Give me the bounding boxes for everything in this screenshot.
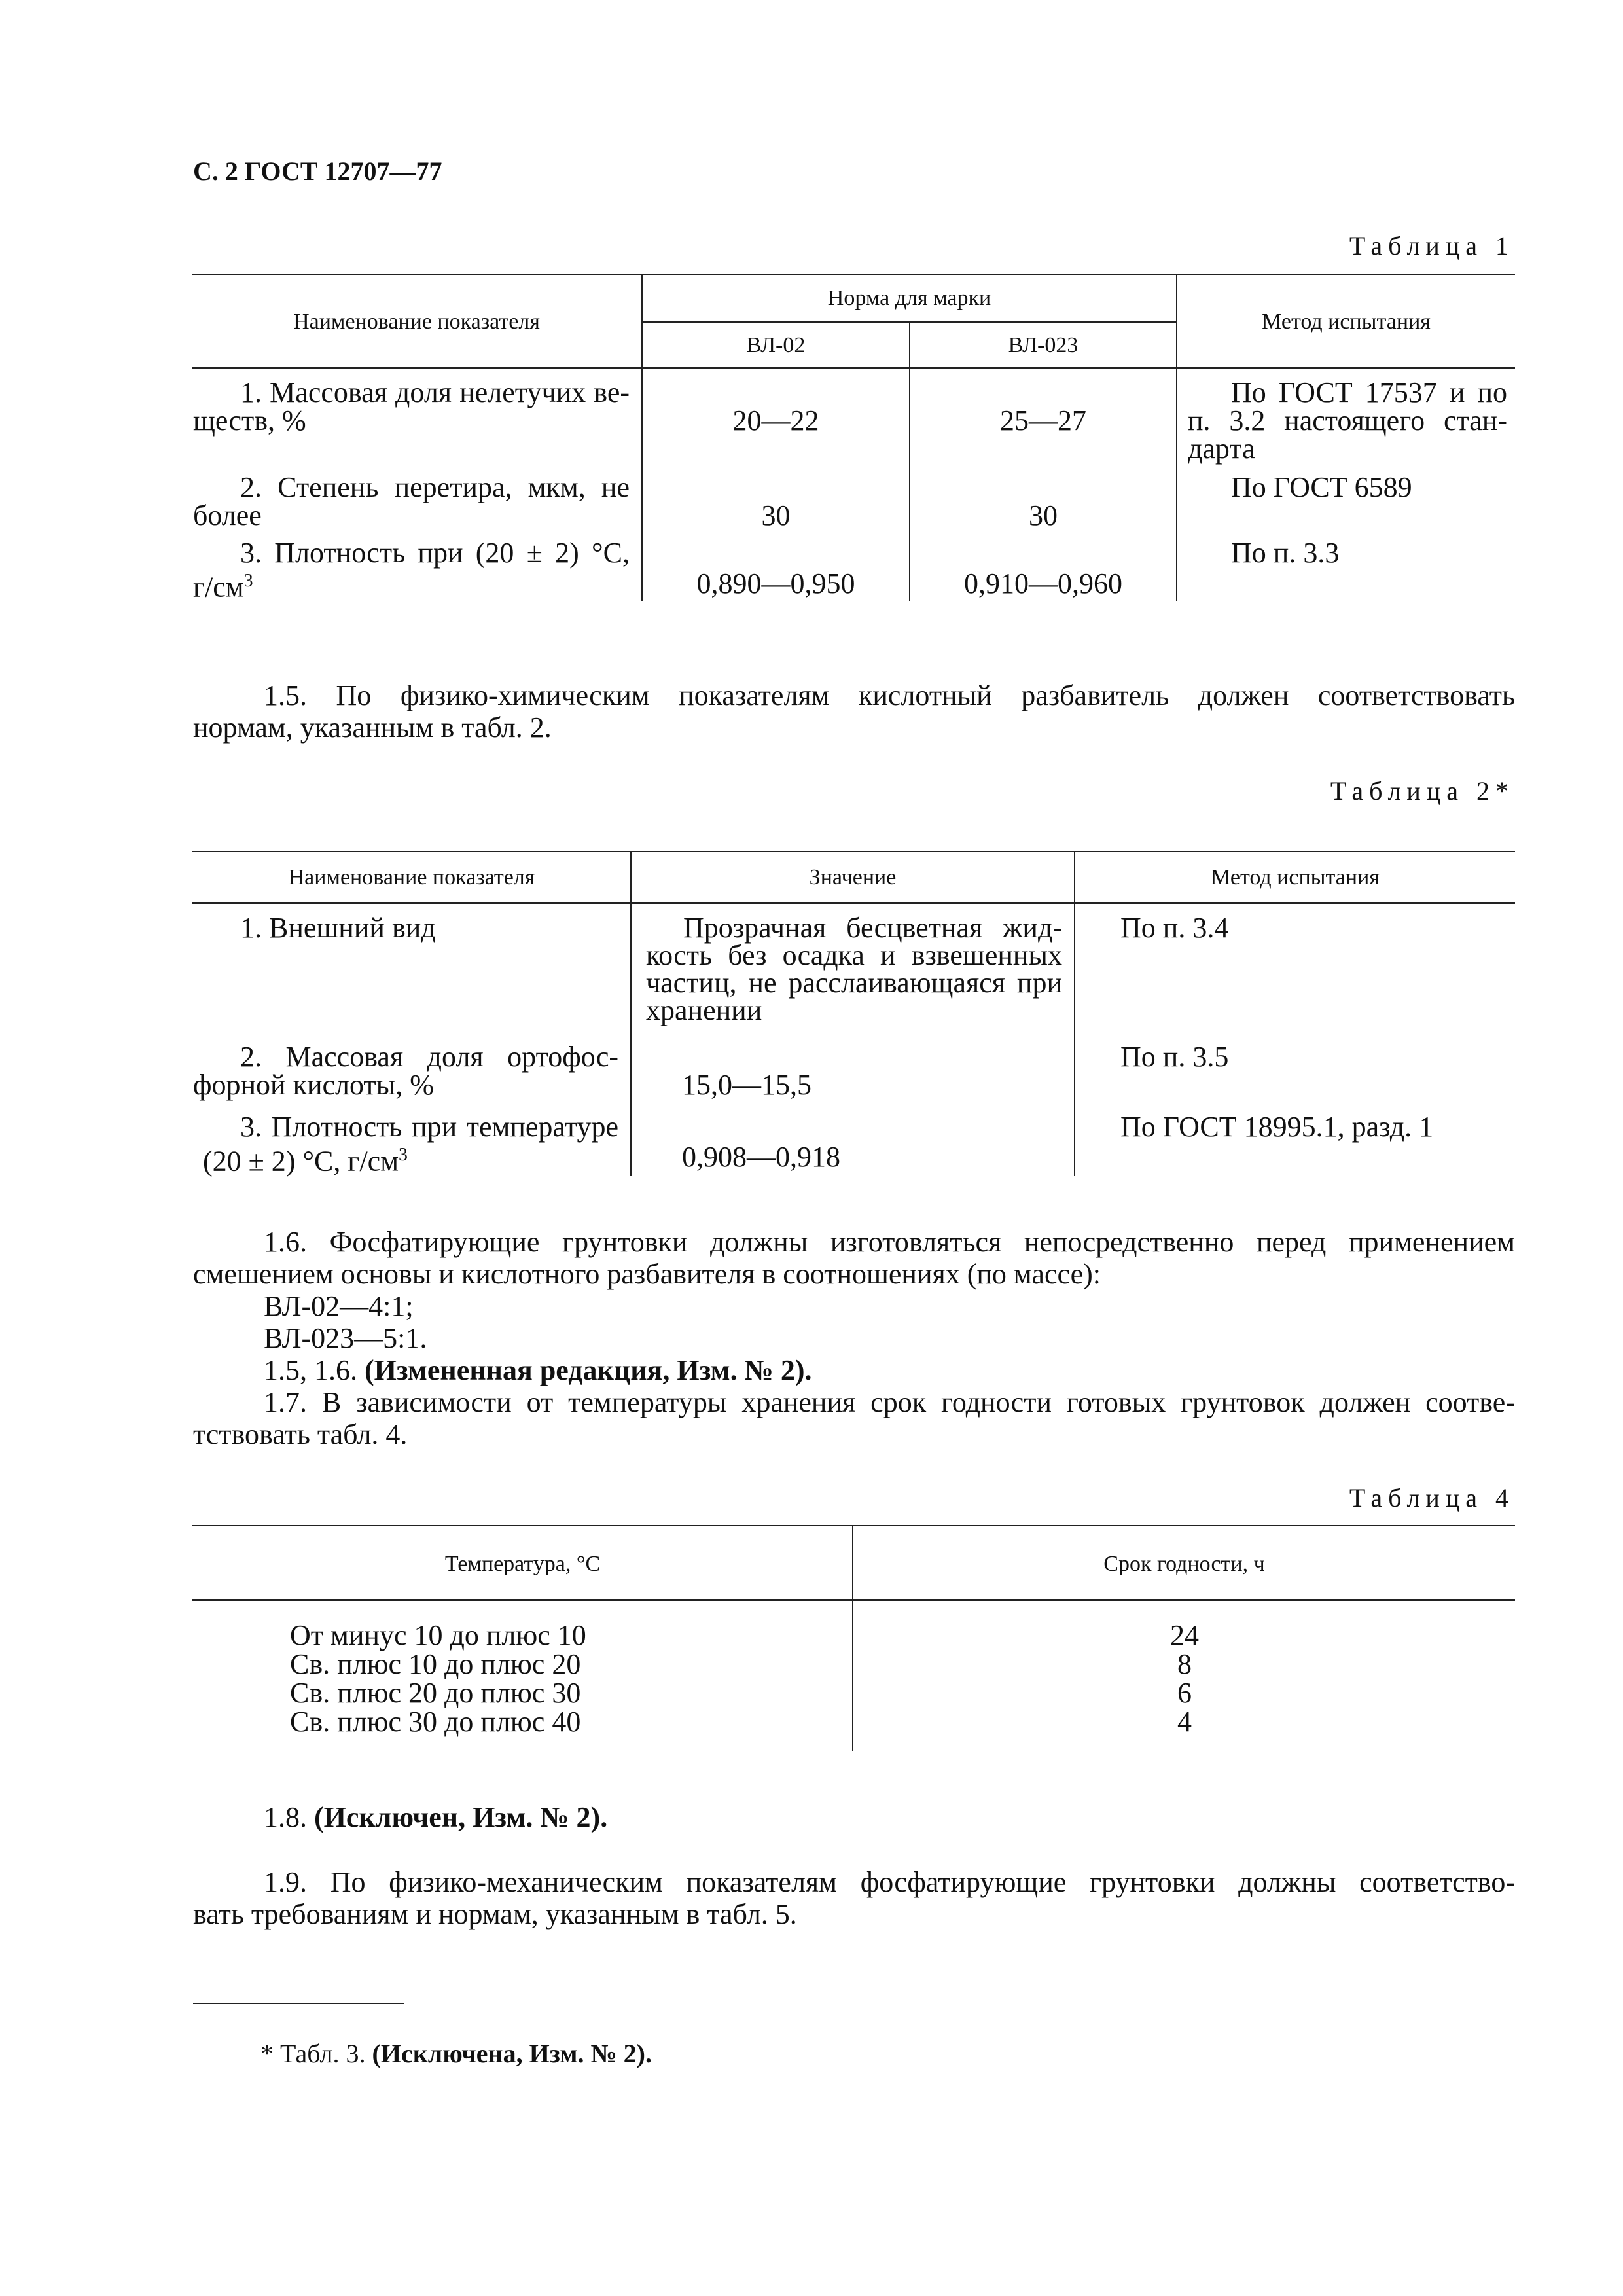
paragraph-1-6-line5 — [264, 1354, 812, 1386]
table2-row1-value-line3: частиц, не расслаивающаяся при — [646, 967, 1062, 999]
table4-row2-temp: Св. плюс 10 до плюс 20 — [290, 1648, 581, 1680]
table2-row3-name-line1: 3. Плотность при температуре — [240, 1111, 618, 1143]
table4-row3-temp: Св. плюс 20 до плюс 30 — [290, 1677, 581, 1709]
table1-row3-unit: г/см — [193, 571, 244, 603]
table1-row2-vl02: 30 — [761, 499, 791, 531]
table1-header-rule — [192, 367, 1515, 369]
table2-row1-method: По п. 3.4 — [1120, 912, 1229, 944]
table4-caption: Таблица 4 — [1349, 1483, 1514, 1513]
table1-row1-method-line2: п. 3.2 настоящего стан- — [1188, 404, 1507, 437]
table1-row2-name-line1: 2. Степень перетира, мкм, не — [240, 471, 630, 503]
footnote-ref: * Табл. 3. — [260, 2039, 372, 2068]
paragraph-1-6-line1: 1.6. Фосфатирующие грунтовки должны изготовляться непосредственно перед применением — [264, 1226, 1515, 1258]
paragraph-1-8-note: (Исключен, Изм. № 2). — [314, 1801, 608, 1833]
table1-row1-method-line3: дарта — [1188, 433, 1255, 465]
table2-row1-value-line2: кость без осадка и взвешенных — [646, 939, 1062, 971]
table2-header-name: Наименование показателя — [288, 865, 535, 889]
table4-row4-term: 4 — [1177, 1706, 1192, 1738]
table1-caption: Таблица 1 — [1349, 231, 1514, 260]
table2-top-rule — [192, 851, 1515, 852]
amendment-note: (Измененная редакция, Изм. № 2). — [365, 1354, 812, 1386]
table2-row3-method: По ГОСТ 18995.1, разд. 1 — [1120, 1111, 1434, 1143]
table1-vline-1 — [641, 274, 643, 601]
table1-row3-name-line2 — [193, 567, 253, 601]
table2-row3-unit-sup: 3 — [399, 1145, 408, 1165]
table1-row3-method: По п. 3.3 — [1231, 537, 1340, 569]
paragraph-1-5-line1: 1.5. По физико-химическим показателям кислотный разбавитель должен соответствовать — [264, 679, 1515, 711]
table4-row3-term: 6 — [1177, 1677, 1192, 1709]
table4-top-rule — [192, 1525, 1515, 1526]
paragraph-1-7-line1: 1.7. В зависимости от температуры хранения срок годности готовых грунтовок должен соотве- — [264, 1386, 1515, 1418]
footnote-note: (Исключена, Изм. № 2). — [372, 2039, 652, 2068]
table1-row1-name-line2: ществ, % — [193, 404, 306, 437]
table1-row1-method-line1: По ГОСТ 17537 и по — [1231, 376, 1507, 408]
table1-row2-vl023: 30 — [1029, 499, 1058, 531]
table2-header-value: Значение — [809, 865, 897, 889]
footnote — [260, 2037, 652, 2070]
table2-row3-value: 0,908—0,918 — [682, 1141, 840, 1173]
page-header: С. 2 ГОСТ 12707—77 — [193, 156, 442, 186]
table4-header-term: Срок годности, ч — [1103, 1552, 1265, 1576]
table2-row3-unit: (20 ± 2) °С, г/см — [203, 1145, 399, 1177]
table2-vline-1 — [630, 851, 632, 1176]
table1-row3-unit-sup: 3 — [243, 571, 253, 591]
table1-row2-name-line2: более — [193, 499, 262, 531]
table4-row2-term: 8 — [1177, 1648, 1192, 1680]
table1-header-norm: Норма для марки — [827, 286, 991, 310]
table1-row3-vl02: 0,890—0,950 — [696, 567, 855, 600]
table1-header-vl023: ВЛ-023 — [1008, 333, 1079, 357]
table1-row3-name-line1: 3. Плотность при (20 ± 2) °С, — [240, 537, 630, 569]
table1-row1-vl02: 20—22 — [732, 404, 819, 437]
table4-row4-temp: Св. плюс 30 до плюс 40 — [290, 1706, 581, 1738]
table4-header-rule — [192, 1599, 1515, 1601]
table2-vline-2 — [1074, 851, 1075, 1176]
table4-row1-temp: От минус 10 до плюс 10 — [290, 1619, 586, 1651]
table1-row1-name-line1: 1. Массовая доля нелетучих ве- — [240, 376, 630, 408]
paragraph-1-6-line4: ВЛ-023—5:1. — [264, 1322, 427, 1354]
table1-top-rule — [192, 274, 1515, 275]
amendment-ref: 1.5, 1.6. — [264, 1354, 365, 1386]
table4-header-temp: Температура, °С — [444, 1552, 601, 1576]
footnote-rule — [193, 2003, 404, 2004]
paragraph-1-8-number: 1.8. — [264, 1801, 314, 1833]
paragraph-1-6-line3: ВЛ-02—4:1; — [264, 1290, 414, 1322]
table2-row2-value: 15,0—15,5 — [682, 1069, 812, 1101]
table2-row2-method: По п. 3.5 — [1120, 1041, 1229, 1073]
table2-caption: Таблица 2* — [1330, 776, 1514, 806]
table2-header-rule — [192, 902, 1515, 904]
table2-row2-name-line2: форной кислоты, % — [193, 1069, 434, 1101]
table4-row1-term: 24 — [1170, 1619, 1199, 1651]
table2-row1-value-line1: Прозрачная бесцветная жид- — [683, 912, 1062, 944]
paragraph-1-9-line2: вать требованиям и нормам, указанным в табл. 5. — [193, 1898, 797, 1930]
paragraph-1-9-line1: 1.9. По физико-механическим показателям фосфатирующие грунтовки должны соответство- — [264, 1866, 1515, 1898]
table2-row1-value-line4: хранении — [646, 994, 762, 1026]
table1-row3-vl023: 0,910—0,960 — [964, 567, 1122, 600]
table2-row1-name: 1. Внешний вид — [240, 912, 436, 944]
paragraph-1-6-line2: смешением основы и кислотного разбавителя в соотношениях (по массе): — [193, 1258, 1101, 1290]
table2-header-method: Метод испытания — [1211, 865, 1380, 889]
table1-row1-vl023: 25—27 — [1000, 404, 1086, 437]
paragraph-1-7-line2: тствовать табл. 4. — [193, 1418, 408, 1450]
table1-row2-method: По ГОСТ 6589 — [1231, 471, 1412, 503]
table1-header-method: Метод испытания — [1262, 310, 1431, 334]
paragraph-1-8 — [264, 1801, 607, 1833]
table1-header-vl02: ВЛ-02 — [746, 333, 806, 357]
paragraph-1-5-line2: нормам, указанным в табл. 2. — [193, 711, 552, 744]
table2-row3-name-line2 — [203, 1141, 408, 1175]
table1-header-name: Наименование показателя — [293, 310, 540, 334]
table2-row2-name-line1: 2. Массовая доля ортофос- — [240, 1041, 618, 1073]
table1-vline-2 — [909, 321, 910, 601]
